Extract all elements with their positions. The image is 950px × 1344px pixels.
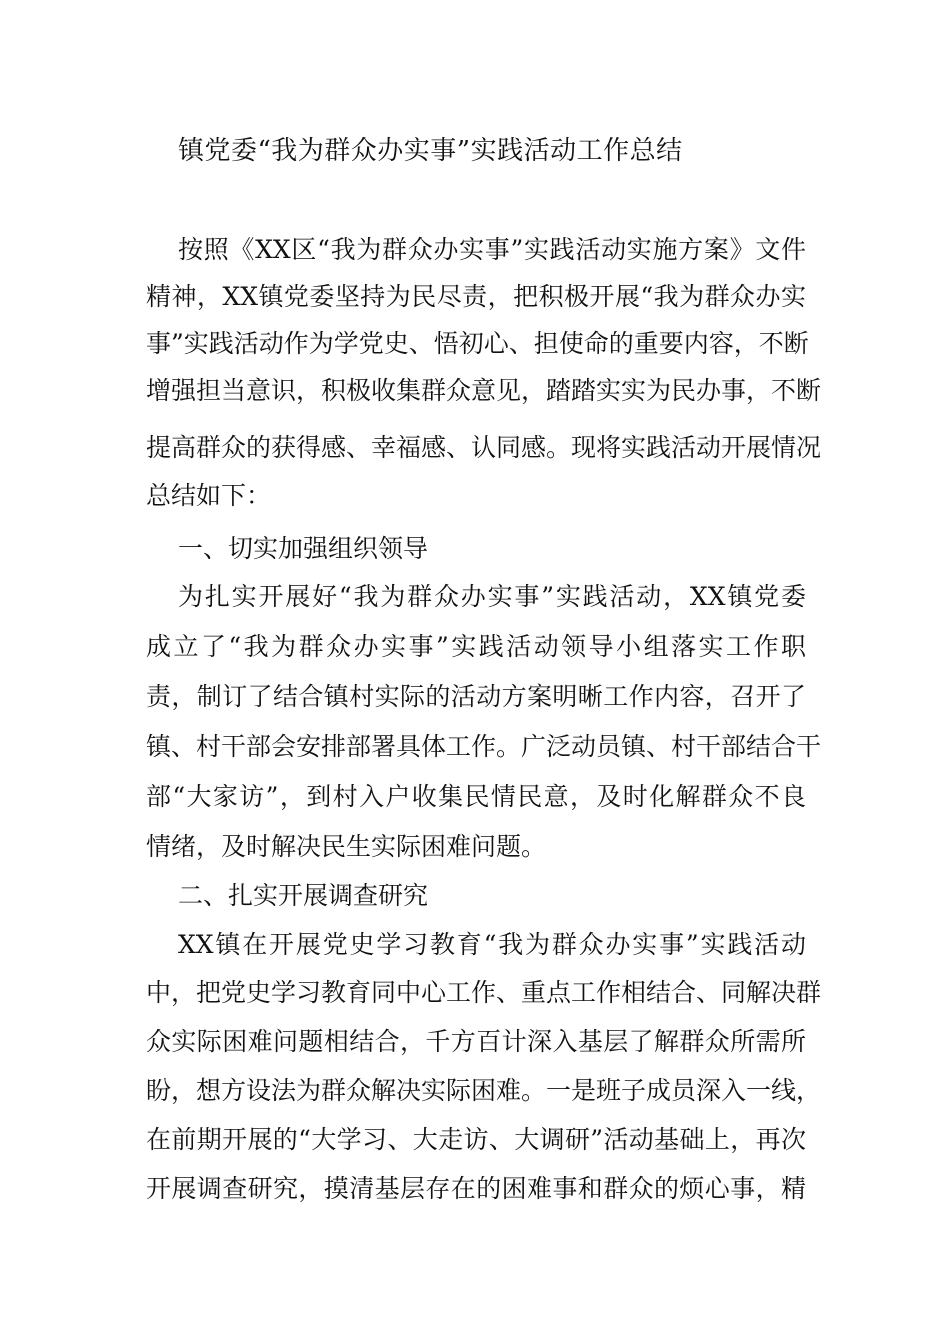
- section2-line: 开展调查研究，摸清基层存在的困难事和群众的烦心事，精: [146, 1174, 806, 1203]
- section2-line: 盼，想方设法为群众解决实际困难。一是班子成员深入一线，: [146, 1076, 822, 1105]
- intro-line: 按照《XX区“我为群众办实事”实践活动实施方案》文件: [178, 235, 806, 264]
- section2-line: 中，把党史学习教育同中心工作、重点工作相结合、同解决群: [146, 978, 822, 1007]
- section1-line: 责，制订了结合镇村实际的活动方案明晰工作内容，召开了: [146, 682, 806, 711]
- intro-line: 提高群众的获得感、幸福感、认同感。现将实践活动开展情况: [146, 433, 822, 462]
- section1-line: 成立了“我为群众办实事”实践活动领导小组落实工作职: [146, 632, 806, 661]
- section2-line: 众实际困难问题相结合，千方百计深入基层了解群众所需所: [146, 1027, 806, 1056]
- section1-heading: 一、切实加强组织领导: [178, 534, 429, 563]
- section1-line: 部“大家访”，到村入户收集民情民意，及时化解群众不良: [146, 782, 806, 811]
- section1-line: 镇、村干部会安排部署具体工作。广泛动员镇、村干部结合干: [146, 732, 822, 761]
- intro-line: 事”实践活动作为学党史、悟初心、担使命的重要内容，不断: [146, 329, 809, 358]
- section1-line: 情绪，及时解决民生实际困难问题。: [146, 832, 547, 861]
- section1-line: 为扎实开展好“我为群众办实事”实践活动，XX镇党委: [178, 582, 806, 611]
- intro-line: 增强担当意识，积极收集群众意见，踏踏实实为民办事，不断: [146, 376, 822, 405]
- section2-line: XX镇在开展党史学习教育“我为群众办实事”实践活动: [178, 930, 806, 959]
- intro-line: 总结如下：: [146, 481, 272, 510]
- intro-line: 精神，XX镇党委坚持为民尽责，把积极开展“我为群众办实: [146, 282, 806, 311]
- document-title: 镇党委“我为群众办实事”实践活动工作总结: [178, 136, 683, 166]
- section2-line: 在前期开展的“大学习、大走访、大调研”活动基础上，再次: [146, 1125, 806, 1154]
- section2-heading: 二、扎实开展调查研究: [178, 881, 429, 910]
